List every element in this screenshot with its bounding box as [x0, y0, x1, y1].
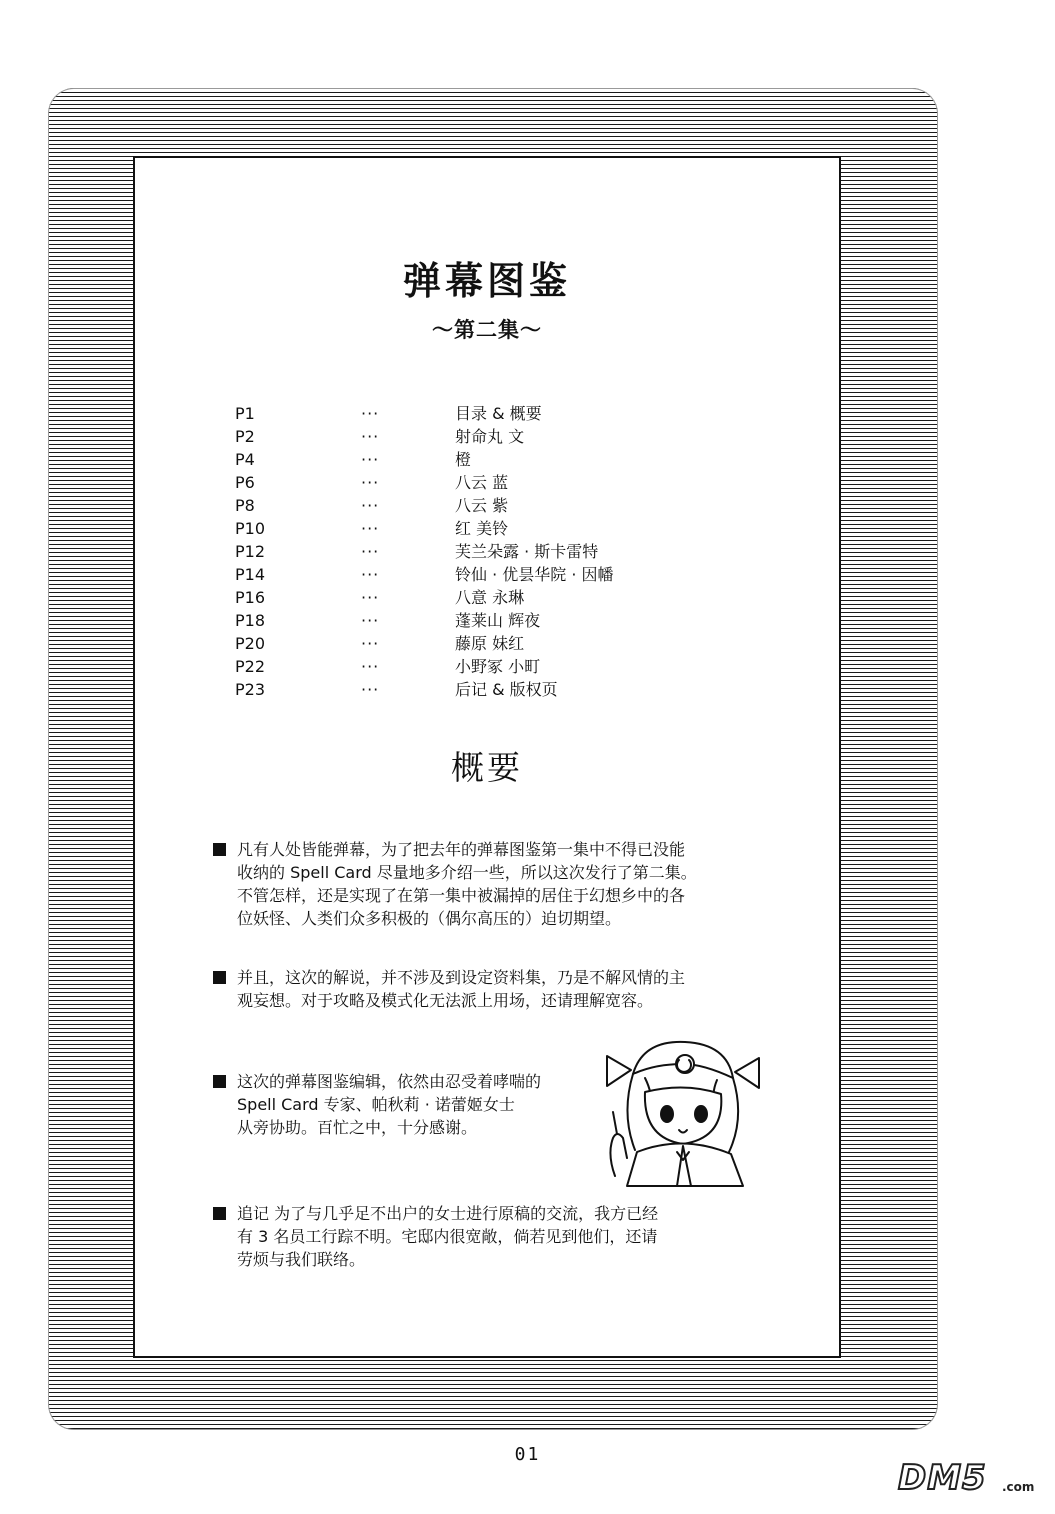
toc-page-number: P12 — [235, 542, 266, 561]
toc-entry-name: 铃仙 · 优昙华院 · 因幡 — [455, 565, 614, 584]
toc-row — [235, 586, 715, 609]
table-of-contents — [235, 402, 715, 701]
square-bullet-icon — [213, 843, 226, 856]
toc-entry-name: 蓬莱山 辉夜 — [455, 611, 541, 630]
toc-page-number: P2 — [235, 427, 255, 446]
toc-row — [235, 517, 715, 540]
toc-row — [235, 471, 715, 494]
toc-leader-dots: ··· — [361, 519, 380, 538]
paragraph-line: 观妄想。对于攻略及模式化无法派上用场，还请理解宽容。 — [237, 991, 654, 1010]
toc-leader-dots: ··· — [361, 680, 380, 699]
paragraph-line: 追记 为了与几乎足不出户的女士进行原稿的交流，我方已经 — [237, 1204, 659, 1223]
square-bullet-icon — [213, 1207, 226, 1220]
toc-leader-dots: ··· — [361, 565, 380, 584]
toc-page-number: P6 — [235, 473, 255, 492]
toc-entry-name: 八云 蓝 — [455, 473, 509, 492]
toc-leader-dots: ··· — [361, 634, 380, 653]
toc-leader-dots: ··· — [361, 496, 380, 515]
toc-row — [235, 632, 715, 655]
toc-row — [235, 540, 715, 563]
toc-entry-name: 芙兰朵露 · 斯卡雷特 — [455, 542, 599, 561]
toc-leader-dots: ··· — [361, 542, 380, 561]
paragraph-line: Spell Card 专家、帕秋莉 · 诺蕾姬女士 — [237, 1095, 515, 1114]
dm5-watermark-suffix: .com — [1002, 1480, 1035, 1494]
toc-page-number: P8 — [235, 496, 255, 515]
toc-entry-name: 八云 紫 — [455, 496, 509, 515]
toc-entry-name: 橙 — [455, 450, 472, 469]
toc-entry-name: 后记 & 版权页 — [455, 680, 558, 699]
toc-leader-dots: ··· — [361, 404, 380, 423]
page-subtitle: ～第二集～ — [432, 317, 542, 342]
toc-entry-name: 藤原 妹红 — [455, 634, 525, 653]
toc-page-number: P4 — [235, 450, 255, 469]
square-bullet-icon — [213, 971, 226, 984]
toc-row — [235, 678, 715, 701]
toc-row — [235, 494, 715, 517]
toc-page-number: P20 — [235, 634, 266, 653]
toc-row — [235, 448, 715, 471]
toc-leader-dots: ··· — [361, 427, 380, 446]
toc-leader-dots: ··· — [361, 588, 380, 607]
toc-entry-name: 八意 永琳 — [455, 588, 525, 607]
toc-entry-name: 红 美铃 — [455, 519, 509, 538]
paragraph-line: 有 3 名员工行踪不明。宅邸内很宽敞，倘若见到他们，还请 — [237, 1227, 658, 1246]
paragraph-line: 并且，这次的解说，并不涉及到设定资料集，乃是不解风情的主 — [237, 968, 686, 987]
toc-leader-dots: ··· — [361, 473, 380, 492]
toc-leader-dots: ··· — [361, 657, 380, 676]
overview-heading: 概要 — [451, 748, 523, 787]
toc-row — [235, 655, 715, 678]
toc-page-number: P10 — [235, 519, 266, 538]
toc-leader-dots: ··· — [361, 611, 380, 630]
page-title: 弹幕图鉴 — [402, 258, 571, 303]
toc-entry-name: 目录 & 概要 — [455, 404, 542, 423]
content-panel — [133, 156, 841, 1358]
paragraph-line: 收纳的 Spell Card 尽量地多介绍一些，所以这次发行了第二集。 — [237, 863, 697, 882]
toc-leader-dots: ··· — [361, 450, 380, 469]
paragraph-line: 不管怎样，还是实现了在第一集中被漏掉的居住于幻想乡中的各 — [237, 886, 686, 905]
patchouli-chibi-illustration — [593, 1034, 765, 1188]
toc-row — [235, 609, 715, 632]
toc-page-number: P23 — [235, 680, 266, 699]
square-bullet-icon — [213, 1075, 226, 1088]
toc-page-number: P22 — [235, 657, 266, 676]
paragraph-line: 凡有人处皆能弹幕，为了把去年的弹幕图鉴第一集中不得已没能 — [237, 840, 686, 859]
paragraph-line: 从旁协助。百忙之中，十分感谢。 — [237, 1118, 478, 1137]
dm5-watermark-logo: DM5 — [898, 1458, 987, 1498]
toc-row — [235, 563, 715, 586]
page-number: 01 — [514, 1444, 541, 1465]
paragraph-line: 位妖怪、人类们众多积极的（偶尔高压的）迫切期望。 — [237, 909, 622, 928]
toc-entry-name: 射命丸 文 — [455, 427, 525, 446]
toc-page-number: P16 — [235, 588, 266, 607]
toc-page-number: P14 — [235, 565, 266, 584]
toc-entry-name: 小野冢 小町 — [455, 657, 541, 676]
toc-page-number: P1 — [235, 404, 255, 423]
paragraph-line: 劳烦与我们联络。 — [237, 1250, 366, 1269]
toc-page-number: P18 — [235, 611, 266, 630]
toc-row — [235, 425, 715, 448]
paragraph-line: 这次的弹幕图鉴编辑，依然由忍受着哮喘的 — [237, 1072, 542, 1091]
toc-row — [235, 402, 715, 425]
